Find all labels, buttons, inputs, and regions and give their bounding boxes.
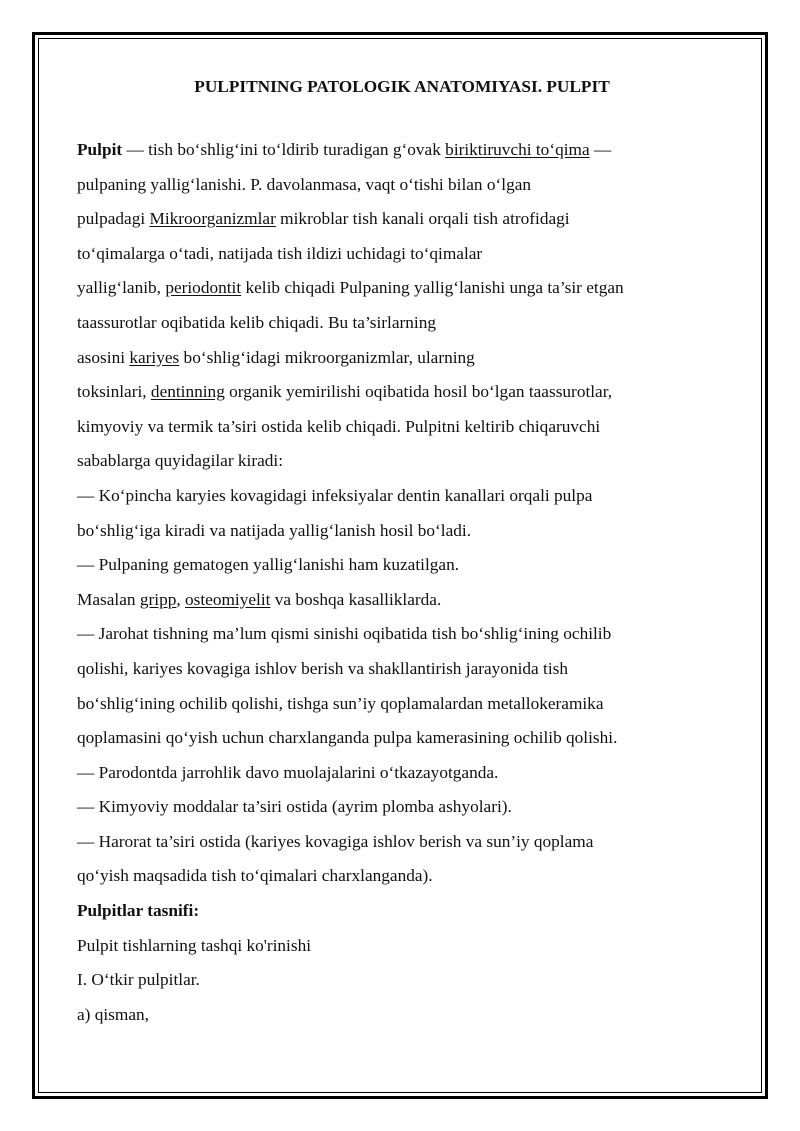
term-link[interactable]: Mikroorganizmlar xyxy=(149,209,276,229)
text-line xyxy=(77,237,727,272)
text-line xyxy=(77,929,727,964)
text-line xyxy=(77,963,727,998)
text-line xyxy=(77,479,727,514)
term-link[interactable]: biriktiruvchi to‘qima xyxy=(445,140,590,159)
document-text xyxy=(77,133,727,1032)
term-link[interactable]: gripp xyxy=(139,589,177,609)
text-line xyxy=(77,444,727,479)
text-segment: mikroblar tish kanali orqali tish atrofidagi xyxy=(275,209,570,229)
text-segment: yallig‘lanib, xyxy=(77,278,166,298)
text-line xyxy=(77,617,727,652)
document-body xyxy=(77,68,727,1032)
text-segment: — xyxy=(589,140,612,159)
text-line xyxy=(77,514,727,549)
text-line xyxy=(77,721,727,756)
text-segment: bo‘shlig‘iga kiradi va natijada yallig‘lanish hosil bo‘ladi. xyxy=(77,520,472,540)
text-line xyxy=(77,168,727,203)
text-segment: organik yemirilishi oqibatida hosil bo‘lgan taassurotlar, xyxy=(224,382,613,402)
text-segment: — Pulpaning gematogen yallig‘lanishi ham kuzatilgan. xyxy=(77,555,460,575)
text-line xyxy=(77,271,727,306)
text-segment: a) qisman, xyxy=(77,1004,149,1024)
text-segment: to‘qimalarga o‘tadi, natijada tish ildizi uchidagi to‘qimalar xyxy=(77,243,483,263)
text-line xyxy=(77,202,727,237)
text-line xyxy=(77,410,727,445)
text-segment: qoplamasini qo‘yish uchun charxlanganda pulpa kamerasining ochilib qolishi. xyxy=(77,728,618,748)
text-line xyxy=(77,583,727,618)
bold-term: Pulpitlar tasnifi: xyxy=(77,901,200,921)
text-line xyxy=(77,306,727,341)
text-segment: va boshqa kasalliklarda. xyxy=(270,589,442,609)
text-segment: — Harorat ta’siri ostida (kariyes kovagiga ishlov berish va sun’iy qoplama xyxy=(77,831,594,851)
text-segment: — Parodontda jarrohlik davo muolajalarini o‘tkazayotganda. xyxy=(77,762,499,782)
text-segment: — Ko‘pincha karyies kovagidagi infeksiyalar dentin kanallari orqali pulpa xyxy=(77,485,593,505)
text-segment: toksinlari, xyxy=(77,382,151,402)
text-segment: bo‘shlig‘idagi mikroorganizmlar, ularning xyxy=(179,347,475,367)
term-link[interactable]: osteomiyelit xyxy=(185,589,271,609)
text-line xyxy=(77,341,727,376)
text-line xyxy=(77,859,727,894)
text-segment: pulpadagi xyxy=(77,209,150,229)
text-segment: kelib chiqadi Pulpaning yallig‘lanishi unga ta’sir etgan xyxy=(241,278,624,298)
text-line xyxy=(77,375,727,410)
text-line xyxy=(77,998,727,1033)
text-line xyxy=(77,133,727,168)
text-line xyxy=(77,548,727,583)
text-segment: — Kimyoviy moddalar ta’siri ostida (ayrim plomba ashyolari). xyxy=(77,797,512,817)
text-segment: Masalan xyxy=(77,589,140,609)
text-segment: — Jarohat tishning ma’lum qismi sinishi oqibatida tish bo‘shlig‘ining ochilib xyxy=(77,624,612,644)
text-segment: , xyxy=(176,589,185,609)
document-title: PULPITNING PATOLOGIK ANATOMIYASI. PULPIT xyxy=(194,77,610,96)
text-segment: bo‘shlig‘ining ochilib qolishi, tishga sun’iy qoplamalardan metallokeramika xyxy=(77,693,604,713)
text-segment: qo‘yish maqsadida tish to‘qimalari charxlanganda). xyxy=(77,866,433,886)
text-segment: sabablarga quyidagilar kiradi: xyxy=(77,451,284,471)
text-segment: taassurotlar oqibatida kelib chiqadi. Bu ta’sirlarning xyxy=(77,312,436,332)
text-segment: pulpaning yallig‘lanishi. P. davolanmasa, vaqt o‘tishi bilan o‘lgan xyxy=(77,174,532,194)
text-line xyxy=(77,825,727,860)
bold-term: Pulpit xyxy=(77,140,123,159)
text-line xyxy=(77,687,727,722)
text-line xyxy=(77,652,727,687)
text-segment: asosini xyxy=(77,347,130,367)
text-segment: qolishi, kariyes kovagiga ishlov berish va shakllantirish jarayonida tish xyxy=(77,658,568,678)
text-segment: kimyoviy va termik ta’siri ostida kelib chiqadi. Pulpitni keltirib chiqaruvchi xyxy=(77,416,601,436)
term-link[interactable]: periodontit xyxy=(165,278,242,298)
text-segment: I. O‘tkir pulpitlar. xyxy=(77,970,200,990)
text-segment: — tish bo‘shlig‘ini to‘ldirib turadigan g‘ovak xyxy=(122,140,446,159)
term-link[interactable]: dentinning xyxy=(150,382,225,402)
text-line xyxy=(77,756,727,791)
term-link[interactable]: kariyes xyxy=(129,347,180,367)
text-line xyxy=(77,790,727,825)
text-segment: Pulpit tishlarning tashqi ko'rinishi xyxy=(77,935,312,955)
text-line xyxy=(77,894,727,929)
